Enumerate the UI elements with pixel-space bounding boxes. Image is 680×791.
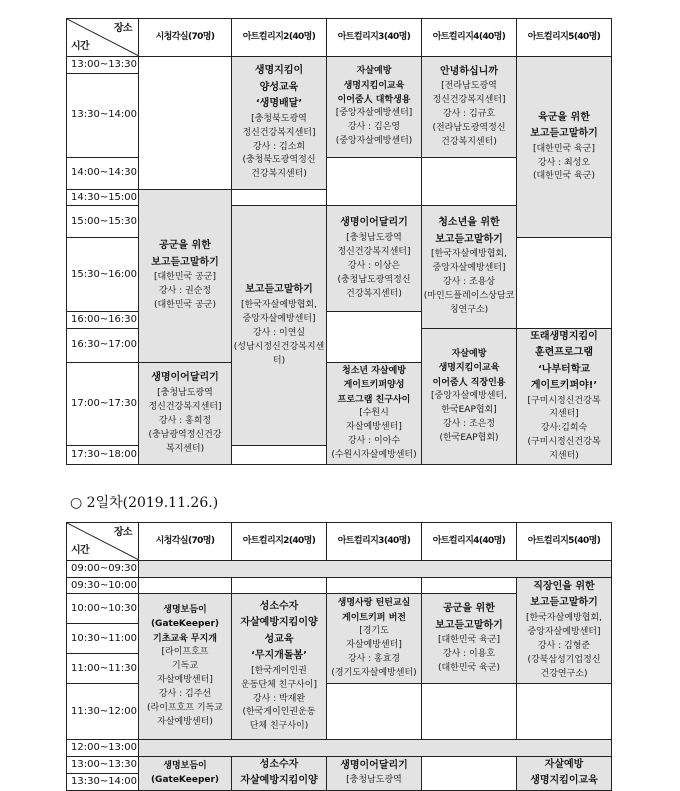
session-lecturer: 강사 : 홍효경 [347, 653, 401, 664]
session-title: 생명지킴이교육 [438, 363, 500, 374]
session-organizer: 중앙자살예방센터] [432, 263, 506, 274]
session-title: 기초교육 무지개 [153, 633, 217, 644]
time-slot: 15:00~15:30 [67, 206, 139, 238]
session-title: 성소수자 [259, 758, 299, 770]
session-title: 생명이어달리기 [340, 759, 408, 771]
session-lecturer: 강사 : 조은정 [442, 418, 496, 429]
empty-cell [517, 684, 612, 740]
session-title: 보고듣고말하기 [151, 256, 219, 268]
header-corner [67, 523, 139, 561]
session-title: 보고듣고말하기 [435, 619, 503, 631]
empty-cell [327, 312, 422, 363]
lecturer-affiliation: (대한민국 육군) [437, 662, 501, 673]
session-cell [139, 594, 232, 740]
session-title: 또래생명지킴이 [530, 330, 598, 342]
room-header: 시청각실(70명) [139, 523, 232, 561]
empty-cell [139, 577, 232, 594]
lecturer-affiliation: (수원시자살예방센터) [331, 449, 417, 460]
session-organizer: [수원시 [359, 408, 389, 419]
room-header: 아트컬리지5(40명) [517, 19, 612, 57]
lecturer-affiliation: 건강연구소) [540, 668, 588, 679]
session-title: 보고듣고말하기 [530, 128, 598, 140]
lecturer-affiliation: 건강복지센터) [346, 288, 402, 299]
time-slot: 17:00~17:30 [67, 362, 139, 446]
session-title: 공군을 위한 [159, 240, 211, 252]
time-slot: 13:00~13:30 [67, 57, 139, 74]
time-slot: 10:00~10:30 [67, 594, 139, 624]
session-organizer: 중앙자살예방센터] [242, 313, 316, 324]
session-title: 게이트키퍼야!’ [530, 380, 598, 391]
session-title: 생명보듬이 [163, 760, 207, 771]
session-cell [139, 189, 232, 362]
session-organizer: [중앙자살예방센터] [335, 108, 413, 119]
session-lecturer: 강사 : 김주선 [158, 689, 212, 700]
lecturer-affiliation: (대한민국 육군) [532, 171, 596, 182]
empty-cell [422, 577, 517, 594]
session-title: 보고듣고말하기 [530, 597, 598, 609]
session-organizer: [충청북도광역 [251, 113, 307, 124]
session-title: 양성교육 [259, 81, 299, 93]
session-title: 생명이어달리기 [151, 372, 219, 384]
lecturer-affiliation: 건강복지센터) [441, 136, 497, 147]
room-header: 아트컬리지2(40명) [232, 19, 327, 57]
session-cell [232, 594, 327, 740]
session-cell [139, 362, 232, 465]
session-title: 자살예방지킴이양 [240, 617, 318, 629]
session-organizer: 자살예방센터] [346, 421, 402, 432]
session-title: 생명지킴이교육 [530, 775, 598, 786]
session-organizer: [라이프호프 [161, 647, 209, 658]
session-title: 게이트키퍼양성 [343, 380, 405, 391]
time-slot: 11:30~12:00 [67, 684, 139, 740]
time-slot: 16:30~17:00 [67, 328, 139, 362]
session-title: 생명지킴이 [254, 65, 304, 77]
session-lecturer: 강사 : 이용호 [442, 649, 496, 660]
room-header: 시청각실(70명) [139, 19, 232, 57]
session-organizer: [한국게이인권 [251, 665, 307, 676]
lecturer-affiliation: (한국EAP협회) [439, 432, 499, 443]
empty-cell [232, 577, 327, 594]
room-header: 아트컬리지4(40명) [422, 523, 517, 561]
session-title: 청소년 자살예방 [342, 365, 406, 376]
session-organizer: 자살예방센터] [157, 675, 213, 686]
header-row [67, 523, 612, 561]
session-title: 생명사랑 틴틴교실 [337, 598, 411, 609]
session-organizer: [한국자살예방협회, [526, 612, 602, 623]
session-title: 프로그램 친구사이 [337, 394, 411, 405]
session-cell [139, 756, 232, 790]
session-title: 보고듣고말하기 [245, 284, 313, 296]
session-organizer: [충청남도광역 [157, 387, 213, 398]
session-organizer: 기독교 [171, 661, 199, 672]
header-row [67, 19, 612, 57]
session-lecturer: 강사 : 김형준 [537, 640, 591, 651]
room-header: 아트컬리지2(40명) [232, 523, 327, 561]
day2-schedule-table [66, 522, 612, 791]
time-slot: 13:30~14:00 [67, 73, 139, 157]
empty-cell [327, 684, 422, 740]
session-organizer: 정신건강복지센터] [148, 401, 222, 412]
session-cell [327, 362, 422, 465]
session-organizer: [대한민국 육군] [437, 635, 501, 646]
time-slot: 14:00~14:30 [67, 157, 139, 189]
session-organizer: [충청남도광역 [346, 775, 402, 786]
lecturer-affiliation: (구미시정신건강복 [527, 437, 601, 448]
session-organizer: [대한민국 공군] [153, 272, 217, 283]
lecturer-affiliation: (충청북도광역정신 [242, 155, 316, 166]
session-title: 자살예방 [356, 66, 392, 77]
day2-heading: ○ 2일차(2019.11.26.) [70, 495, 219, 511]
session-organizer: 중앙자살예방센터] [527, 626, 601, 637]
session-cell [232, 57, 327, 190]
lecturer-affiliation: (충남광역정신건강 [148, 429, 222, 440]
session-title: 생명보듬이 [163, 605, 207, 616]
session-cell [327, 57, 422, 158]
session-organizer: [대한민국 육군] [532, 143, 596, 154]
day1-schedule-table [66, 18, 612, 465]
session-cell [517, 577, 612, 684]
session-title: 이어줌人 직장인용 [432, 377, 506, 388]
session-organizer: 정신건강복지센터] [242, 127, 316, 138]
lecturer-affiliation: 자살예방센터) [157, 716, 213, 727]
session-title: 직장인을 위한 [533, 580, 595, 592]
lecturer-affiliation: (성남시정신건강복지센 [233, 341, 325, 352]
session-cell [327, 594, 422, 684]
session-cell [232, 206, 327, 446]
lecturer-affiliation: 복지센터) [165, 443, 205, 454]
session-title: 자살예방 [451, 348, 487, 359]
room-header: 아트컬리지5(40명) [517, 523, 612, 561]
session-organizer: [중앙자살예방센터, [431, 391, 507, 402]
lecturer-affiliation: 칭연구소) [449, 305, 489, 316]
session-title: 성소수자 [259, 600, 299, 612]
session-organizer: [전라남도광역 [441, 81, 497, 92]
session-title: 보고듣고말하기 [435, 233, 503, 245]
time-slot: 09:00~09:30 [67, 561, 139, 578]
session-lecturer: 강사 : 조용상 [442, 277, 496, 288]
session-organizer: [한국자살예방협회, [431, 249, 507, 260]
empty-cell [327, 577, 422, 594]
empty-cell [422, 684, 517, 740]
session-organizer: 한국EAP협회] [441, 404, 497, 415]
session-organizer: 정신건강복지센터] [337, 246, 411, 257]
empty-cell [422, 756, 517, 790]
session-title: 생명이어달리기 [340, 217, 408, 229]
session-title: 이어줌人 대학생용 [337, 95, 411, 106]
session-organizer: 정신건강복지센터] [432, 95, 506, 106]
lecturer-affiliation: (한국게이인권운동 [242, 707, 316, 718]
session-title: 안녕하십니까 [440, 65, 498, 77]
empty-cell [422, 157, 517, 206]
merged-empty-row [139, 740, 612, 757]
session-title: 공군을 위한 [443, 603, 495, 615]
session-title: 청소년을 위한 [438, 217, 500, 229]
time-slot: 13:00~13:30 [67, 756, 139, 773]
lecturer-affiliation: 단체 친구사이) [249, 721, 309, 732]
session-lecturer: 강사 : 김소희 [252, 141, 306, 152]
room-header: 아트컬리지3(40명) [327, 19, 422, 57]
session-title: ‘나부터학교 [537, 363, 591, 375]
time-slot: 15:30~16:00 [67, 238, 139, 312]
session-cell [517, 756, 612, 790]
session-cell [422, 206, 517, 329]
time-slot: 11:00~11:30 [67, 654, 139, 684]
room-header: 아트컬리지4(40명) [422, 19, 517, 57]
empty-cell [517, 238, 612, 329]
session-cell [232, 756, 327, 790]
time-slot: 10:30~11:00 [67, 624, 139, 654]
session-organizer: [경기도 [359, 626, 389, 637]
session-cell [327, 206, 422, 312]
session-title: ‘무지개돌봄’ [251, 650, 307, 662]
session-organizer: [구미시정신건강복 [527, 395, 601, 406]
empty-cell [139, 57, 232, 190]
session-lecturer: 강사 : 최성오 [537, 157, 591, 168]
session-title: 게이트키퍼 버전 [342, 612, 406, 623]
session-title: (GateKeeper) [150, 775, 220, 785]
lecturer-affiliation: (중앙자살예방센터) [335, 136, 413, 147]
session-title: 성교육 [264, 633, 294, 645]
session-title: 생명지킴이교육 [343, 80, 405, 91]
session-title: (GateKeeper) [150, 619, 220, 630]
session-lecturer: 강사 : 이연실 [252, 327, 306, 338]
lecturer-affiliation: (경기도자살예방센터) [331, 667, 417, 678]
empty-cell [327, 157, 422, 206]
lecturer-affiliation: 건강복지센터) [251, 169, 307, 180]
header-corner [67, 19, 139, 57]
lecturer-affiliation: (전라남도광역정신 [432, 122, 506, 133]
place-label: 장소 [113, 23, 132, 34]
session-organizer: [충청남도광역 [346, 232, 402, 243]
merged-empty-row [139, 561, 612, 578]
session-cell [327, 756, 422, 790]
session-title: 자살예방지킴이양 [240, 775, 318, 786]
lecturer-affiliation: (강북삼성기업정신 [527, 654, 601, 665]
place-label: 장소 [113, 527, 132, 538]
time-label: 시간 [71, 40, 90, 52]
lecturer-affiliation: 터) [272, 355, 286, 366]
session-lecturer: 강사:김희숙 [540, 423, 588, 434]
session-cell [422, 328, 517, 465]
empty-cell [232, 446, 327, 465]
time-label: 시간 [71, 544, 90, 556]
session-cell [517, 57, 612, 238]
empty-cell [232, 189, 327, 206]
session-lecturer: 강사 : 김규호 [442, 109, 496, 120]
session-organizer: 자살예방센터] [346, 639, 402, 650]
time-slot: 13:30~14:00 [67, 773, 139, 790]
session-title: 훈련프로그램 [535, 347, 593, 358]
session-title: 육군을 위한 [538, 111, 590, 123]
time-slot: 14:30~15:00 [67, 189, 139, 206]
session-cell [422, 57, 517, 158]
time-slot: 17:30~18:00 [67, 446, 139, 465]
session-lecturer: 강사 : 이상은 [347, 260, 401, 271]
lecturer-affiliation: (대한민국 공군) [153, 299, 217, 310]
session-organizer: [한국자살예방협회, [241, 299, 317, 310]
lecturer-affiliation: (마인드플레이스상담코 [423, 291, 515, 302]
lecturer-affiliation: (라이프호프 기독교 [147, 703, 223, 714]
session-lecturer: 강사 : 박재완 [252, 693, 306, 704]
session-lecturer: 강사 : 이아수 [347, 435, 401, 446]
session-cell [517, 328, 612, 465]
session-title: ‘생명배달’ [255, 98, 303, 110]
room-header: 아트컬리지3(40명) [327, 523, 422, 561]
time-slot: 12:00~13:00 [67, 740, 139, 757]
session-lecturer: 강사 : 홍희정 [158, 415, 212, 426]
lecturer-affiliation: 지센터) [549, 451, 579, 462]
session-title: 자살예방 [544, 758, 584, 770]
lecturer-affiliation: (충청남도광역정신 [337, 274, 411, 285]
time-slot: 16:00~16:30 [67, 312, 139, 329]
session-lecturer: 강사 : 김은영 [347, 122, 401, 133]
session-organizer: 운동단체 친구사이] [241, 679, 317, 690]
session-organizer: 지센터] [549, 409, 579, 420]
session-cell [422, 594, 517, 684]
session-lecturer: 강사 : 권순정 [158, 286, 212, 297]
time-slot: 09:30~10:00 [67, 577, 139, 594]
